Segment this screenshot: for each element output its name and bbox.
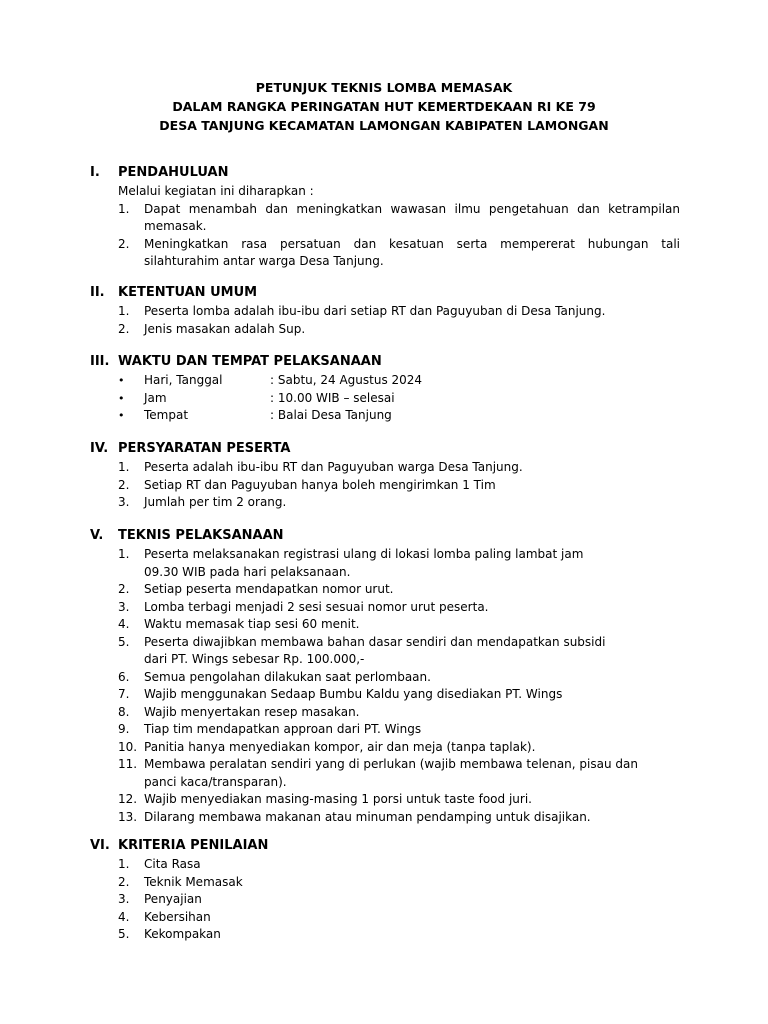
list-number: 1. [118,201,130,216]
section-heading [90,284,680,302]
list-item [90,669,680,687]
list-item [90,891,680,909]
bullet-icon: • [118,391,125,405]
list-item [90,634,680,669]
section-waktu-tempat [90,353,680,425]
list-number: 5. [118,927,130,941]
document-title-line-3: DESA TANJUNG KECAMATAN LAMONGAN KABIPATEN LAMONGAN [159,118,609,133]
section-title: PENDAHULUAN [118,165,229,180]
section-heading [90,353,680,371]
list-number: 3. [118,892,130,906]
section-kriteria-penilaian [90,837,680,944]
section-number: IV. [90,441,109,456]
numbered-list [90,303,680,338]
section-heading [90,527,680,545]
list-number: 2. [118,236,130,251]
list-number: 2. [118,582,130,596]
detail-label: Jam [144,390,167,405]
list-text: Setiap peserta mendapatkan nomor urut. [144,582,394,596]
detail-value: : Sabtu, 24 Agustus 2024 [270,373,423,387]
section-number: II. [90,285,105,300]
list-text: Kebersihan [144,909,211,924]
detail-label: Tempat [144,408,189,422]
list-text: Lomba terbagi menjadi 2 sesi sesuai nomor urut peserta. [144,599,489,614]
list-text: Cita Rasa [144,857,201,871]
list-item [90,599,680,617]
list-item [90,756,680,791]
section-title: PERSYARATAN PESERTA [118,441,291,456]
list-number: 2. [118,321,130,336]
list-number: 7. [118,687,130,701]
section-heading [90,837,680,855]
bullet-list [90,372,680,425]
section-heading [90,164,680,182]
list-item [90,721,680,739]
schedule-row-place [90,407,680,425]
list-item [90,616,680,634]
numbered-list [90,459,680,512]
document-title-line-1: PETUNJUK TEKNIS LOMBA MEMASAK [255,80,513,95]
list-number: 1. [118,857,130,871]
list-item [90,704,680,722]
list-text: Wajib menggunakan Sedaap Bumbu Kaldu yang disediakan PT. Wings [144,687,563,701]
section-number: V. [90,528,104,543]
list-text: Penyajian [144,892,202,906]
list-text: Dapat menambah dan meningkatkan wawasan ilmu pengetahuan dan ketrampilan memasak. [144,201,680,233]
list-number: 5. [118,634,130,649]
detail-label: Hari, Tanggal [144,373,223,387]
list-text: Wajib menyertakan resep masakan. [144,704,360,719]
list-text: Setiap RT dan Paguyuban hanya boleh mengirimkan 1 Tim [144,477,496,492]
list-number: 9. [118,722,130,736]
list-text: Membawa peralatan sendiri yang di perlukan (wajib membawa telenan, pisau dan panci kaca/transparan). [144,757,638,789]
bullet-icon: • [118,409,125,422]
list-item [90,739,680,757]
section-number: VI. [90,838,110,853]
list-text: Jenis masakan adalah Sup. [144,321,306,336]
schedule-row-time [90,390,680,408]
list-item [90,926,680,944]
list-number: 4. [118,909,130,924]
section-title: WAKTU DAN TEMPAT PELAKSANAAN [118,354,382,369]
section-title: TEKNIS PELAKSANAAN [118,528,284,543]
list-item [90,201,680,236]
list-text: Wajib menyediakan masing-masing 1 porsi untuk taste food juri. [144,792,532,806]
section-intro: Melalui kegiatan ini diharapkan : [118,184,314,198]
list-text: Peserta lomba adalah ibu-ibu dari setiap RT dan Paguyuban di Desa Tanjung. [144,304,606,318]
section-number: I. [90,165,100,180]
list-text: Panitia hanya menyediakan kompor, air dan meja (tanpa taplak). [144,739,536,754]
list-number: 8. [118,704,130,719]
section-pendahuluan [90,164,680,271]
section-title: KETENTUAN UMUM [118,285,258,300]
section-number: III. [90,354,110,369]
list-text: Jumlah per tim 2 orang. [144,495,287,509]
list-item [90,856,680,874]
list-number: 1. [118,460,130,474]
numbered-list [90,856,680,944]
list-text: Peserta melaksanakan registrasi ulang di lokasi lomba paling lambat jam 09.30 WIB pada hari pelaksanaan. [144,547,584,579]
list-text: Peserta adalah ibu-ibu RT dan Paguyuban warga Desa Tanjung. [144,460,523,474]
numbered-list [90,201,680,271]
list-item [90,546,680,581]
bullet-icon: • [118,374,125,387]
list-number: 12. [118,792,138,806]
list-text: Kekompakan [144,927,221,941]
list-item [90,581,680,599]
list-number: 11. [118,757,138,771]
list-number: 1. [118,547,130,561]
list-item [90,494,680,512]
list-item [90,459,680,477]
list-item [90,303,680,321]
detail-value: : 10.00 WIB – selesai [270,390,395,405]
list-number: 2. [118,874,130,889]
detail-value: : Balai Desa Tanjung [270,408,392,422]
list-number: 10. [118,739,138,754]
list-number: 1. [118,304,130,318]
section-heading [90,440,680,458]
list-item [90,686,680,704]
section-ketentuan-umum [90,284,680,338]
list-text: Waktu memasak tiap sesi 60 menit. [144,617,360,631]
list-number: 3. [118,495,130,509]
list-number: 2. [118,477,130,492]
list-number: 6. [118,669,130,684]
list-text: Teknik Memasak [144,874,243,889]
list-item [90,791,680,809]
list-item [90,236,680,271]
document-title-line-2: DALAM RANGKA PERINGATAN HUT KEMERTDEKAAN RI KE 79 [172,99,596,114]
list-text: Semua pengolahan dilakukan saat perlombaan. [144,669,431,684]
section-teknis-pelaksanaan [90,527,680,826]
list-text: Dilarang membawa makanan atau minuman pendamping untuk disajikan. [144,809,591,824]
section-persyaratan-peserta [90,440,680,512]
list-item [90,909,680,927]
list-item [90,809,680,827]
list-item [90,321,680,339]
list-text: Peserta diwajibkan membawa bahan dasar sendiri dan mendapatkan subsidi dari PT. Wings sebesar Rp. 100.000,- [144,634,606,666]
numbered-list [90,546,680,826]
list-number: 4. [118,617,130,631]
list-item [90,477,680,495]
list-text: Meningkatkan rasa persatuan dan kesatuan serta mempererat hubungan tali silahturahim antar warga Desa Tanjung. [144,236,680,268]
list-number: 13. [118,809,138,824]
section-title: KRITERIA PENILAIAN [118,838,269,853]
list-text: Tiap tim mendapatkan approan dari PT. Wings [144,722,422,736]
list-item [90,874,680,892]
schedule-row-date [90,372,680,390]
list-number: 3. [118,599,130,614]
